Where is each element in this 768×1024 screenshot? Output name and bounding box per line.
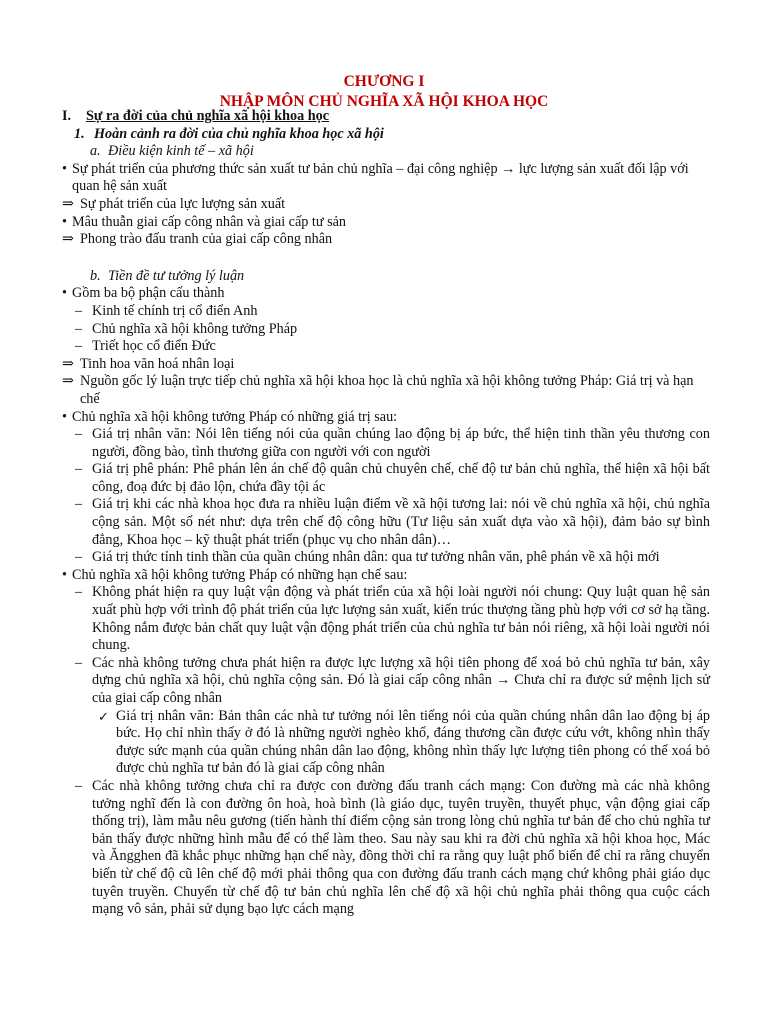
checkmark-icon: ✓ <box>98 708 109 724</box>
section-number: I. <box>62 108 72 124</box>
list-item-text: Phong trào đấu tranh của giai cấp công nhân <box>80 231 333 248</box>
list-item <box>62 338 710 356</box>
dash-mark: – <box>75 461 83 478</box>
list-item <box>62 196 710 214</box>
dash-mark: – <box>75 777 83 794</box>
arrow-mark: ⇒ <box>62 373 74 390</box>
list-item-text: Sự phát triển của phương thức sản xuất tư bản chủ nghĩa – đại công nghiệp → lực lượng sản xuất đối lập với quan hệ sản xuất <box>72 160 689 195</box>
subsubsection-heading-a <box>62 143 710 161</box>
list-item <box>62 496 710 549</box>
list-item-text: Không phát hiện ra quy luật vận động và phát triển của xã hội loài người nói chung: Quy luật quan hệ sản xuất phù hợp với trình độ phát triển của lực lượng sản xuất, kiến trúc thượng tầng phù hợp với cơ sở hạ tầng. Không nắm được bản chất quy luật vận động phát triển của chủ nghĩa tư bản nói riêng, xã hội loài người nói chung. <box>92 584 710 654</box>
subsection-number: 1. <box>74 125 85 142</box>
bullet-mark: • <box>62 408 67 425</box>
dash-mark: – <box>75 584 83 601</box>
subsubsection-number: b. <box>90 267 101 284</box>
subsubsection-number: a. <box>90 143 101 160</box>
list-item-text: Nguồn gốc lý luận trực tiếp chủ nghĩa xã hội khoa học là chủ nghĩa xã hội không tưởng Pháp: Giá trị và hạn chế <box>80 373 694 407</box>
list-item-text: Mâu thuẫn giai cấp công nhân và giai cấp tư sản <box>72 213 347 230</box>
dash-mark: – <box>75 654 83 671</box>
subsubsection-text: Tiền đề tư tưởng lý luận <box>108 267 245 284</box>
list-item <box>62 321 710 339</box>
list-item <box>62 285 710 303</box>
list-item-text: Sự phát triển của lực lượng sản xuất <box>80 195 286 212</box>
list-item-text: Gồm ba bộ phận cấu thành <box>72 285 225 302</box>
dash-mark: – <box>75 320 83 337</box>
list-item-text: Chủ nghĩa xã hội không tưởng Pháp có những giá trị sau: <box>72 408 398 425</box>
list-item-text: Giá trị khi các nhà khoa học đưa ra nhiều luận điểm về xã hội tương lai: nói về chủ nghĩa xã hội, chủ nghĩa cộng sản. Một số nét như: dựa trên chế độ công hữu (Tư liệu sản xuất dựa vào xã hội), đảm bảo sự bình đẳng, Khoa học – kỹ thuật phát triển (phục vụ cho nhân dân)… <box>92 496 710 548</box>
list-item-text: Các nhà không tưởng chưa phát hiện ra được lực lượng xã hội tiên phong để xoá bỏ chủ nghĩa tư bản, xây dựng chủ nghĩa xã hội, chủ nghĩa cộng sản. Đó là giai cấp công nhân → Chưa chỉ ra được sứ mệnh lịch sử của giai cấp công nhân <box>92 654 710 706</box>
list-item <box>62 373 710 408</box>
subsubsection-heading-b <box>62 268 710 286</box>
bullet-mark: • <box>62 285 67 302</box>
arrow-mark: ⇒ <box>62 195 74 212</box>
list-item <box>62 231 710 249</box>
list-item <box>62 303 710 321</box>
dash-mark: – <box>75 496 83 513</box>
list-item-text: Giá trị nhân văn: Bản thân các nhà tư tưởng nói lên tiếng nói của quần chúng nhân dân lao động bị áp bức. Họ chỉ nhìn thấy ở đó là những người nghèo khổ, đáng thương cần được cứu vớt, không nhìn thấy được sức mạnh của quần chúng nhân dân lao động, không nhìn thấy lực lượng tiên phong có thể xoá bỏ được chủ nghĩa tư bản đó là giai cấp công nhân <box>116 707 710 777</box>
document-body <box>62 108 710 919</box>
list-item <box>62 461 710 496</box>
list-item <box>62 409 710 427</box>
list-item <box>62 356 710 374</box>
subsection-heading <box>62 126 710 144</box>
arrow-mark: ⇒ <box>62 231 74 248</box>
section-text: Sự ra đời của chủ nghĩa xã hội khoa học <box>86 108 330 124</box>
list-item <box>62 655 710 708</box>
dash-mark: – <box>75 426 83 443</box>
list-item-text: Giá trị phê phán: Phê phán lên án chế độ quân chủ chuyên chế, chế độ tư bản chủ nghĩa, thể hiện xã hội bất công, đoạ đức bị đảo lộn, chứa đầy tội ác <box>92 461 710 495</box>
bullet-mark: • <box>62 566 67 583</box>
list-item <box>62 426 710 461</box>
list-item <box>62 549 710 567</box>
dash-mark: – <box>75 549 83 566</box>
list-item-text: Giá trị nhân văn: Nói lên tiếng nói của quần chúng lao động bị áp bức, thể hiện tinh thần yêu thương con người, đồng bào, tình thương giữa con người với con người <box>92 426 710 460</box>
list-item <box>62 584 710 654</box>
list-item <box>62 214 710 232</box>
list-item-text: Giá trị thức tỉnh tinh thần của quần chúng nhân dân: qua tư tưởng nhân văn, phê phán về xã hội mới <box>92 549 660 566</box>
bullet-mark: • <box>62 160 67 177</box>
list-item <box>62 161 710 196</box>
section-heading <box>62 108 710 126</box>
chapter-title: NHẬP MÔN CHỦ NGHĨA XÃ HỘI KHOA HỌC <box>219 93 549 110</box>
list-item <box>62 708 710 778</box>
list-item-text: Chủ nghĩa xã hội không tưởng Pháp <box>92 320 298 337</box>
dash-mark: – <box>75 338 83 355</box>
dash-mark: – <box>75 302 83 319</box>
subsection-text: Hoàn cảnh ra đời của chủ nghĩa khoa học xã hội <box>94 125 384 142</box>
bullet-mark: • <box>62 213 67 230</box>
arrow-mark: ⇒ <box>62 355 74 372</box>
list-item <box>62 567 710 585</box>
list-item <box>62 778 710 919</box>
list-item-text: Kinh tế chính trị cổ điển Anh <box>92 302 258 319</box>
list-item-text: Triết học cổ điển Đức <box>92 338 216 355</box>
list-item-text: Các nhà không tưởng chưa chỉ ra được con đường đấu tranh cách mạng: Con đường mà các nhà không tưởng nghĩ đến là con đường ôn hoà, hoà bình (là giáo dục, tuyên truyền, thuyết phục, vận động giai cấp thống trị), làm mẫu nêu gương (tiến hành thí điểm cộng sản trong lòng chủ nghĩa tư bản để cho chủ nghĩa tư bản thấy được những hình mẫu để có thể làm theo. Sau này sau khi ra đời chủ nghĩa xã hội khoa học, Mác và Ăngghen đã khắc phục những hạn chế này, đồng thời chỉ ra rằng quy luật phổ biến để chỉ ra rằng chuyển biến từ chế độ cũ lên chế độ mới phải thông qua con đường đấu tranh cách mạng chứ không phải giáo dục tuyên truyền. Chuyển từ chế độ tư bản chủ nghĩa lên chế độ xã hội chủ nghĩa phải thông qua cuộc cách mạng vô sản, phải sử dụng bạo lực cách mạng <box>92 777 710 918</box>
list-item-text: Tinh hoa văn hoá nhân loại <box>80 355 235 372</box>
spacer <box>62 249 710 268</box>
list-item-text: Chủ nghĩa xã hội không tưởng Pháp có những hạn chế sau: <box>72 566 408 583</box>
subsubsection-text: Điều kiện kinh tế – xã hội <box>108 143 254 160</box>
chapter-label: CHƯƠNG I <box>343 73 425 90</box>
